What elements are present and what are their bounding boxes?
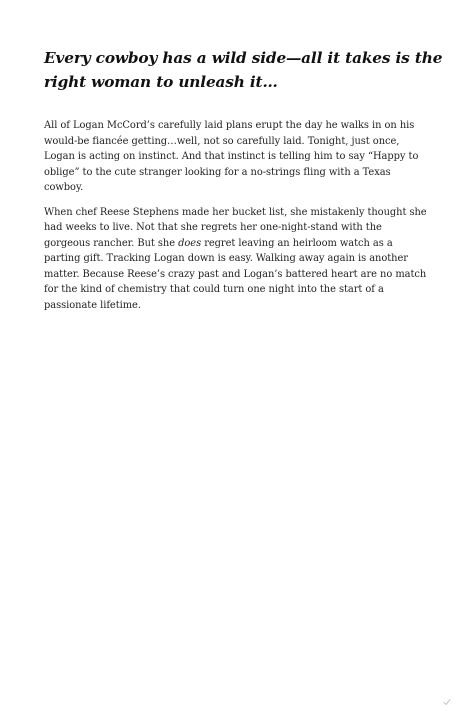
tagline-line-2: right woman to unleash it… <box>44 73 278 91</box>
page-corner-check-icon <box>443 698 451 706</box>
book-back-cover-text <box>44 46 443 313</box>
blurb-line: When chef Reese Stephens made her bucket list, she mistakenly thought she <box>44 206 427 218</box>
blurb-line: for the kind of chemistry that could turn one night into the start of a <box>44 284 384 295</box>
blurb-paragraph-reese <box>44 205 427 314</box>
blurb-text: gorgeous rancher. But she <box>44 237 179 249</box>
emphasized-word: does <box>178 237 202 249</box>
blurb-line: passionate lifetime. <box>44 299 141 311</box>
blurb-paragraph-logan <box>44 118 422 196</box>
blurb-line: All of Logan McCord’s carefully laid plans erupt the day he walks in on his <box>44 120 415 131</box>
tagline-heading <box>44 46 443 94</box>
blurb-line: cowboy. <box>44 182 84 193</box>
blurb-text: regret leaving an heirloom watch as a <box>201 237 393 249</box>
blurb-line-with-emphasis <box>44 236 422 252</box>
blurb-line: matter. Because Reese’s crazy past and Logan’s battered heart are no match <box>44 268 427 280</box>
blurb-line: had weeks to live. Not that she regrets her one-night-stand with the <box>44 222 382 233</box>
blurb-line: Logan is acting on instinct. And that instinct is telling him to say “Happy to <box>44 151 419 162</box>
tagline-line-1: Every cowboy has a wild side—all it takes is the <box>44 49 443 67</box>
blurb-line: would-be fiancée getting…well, not so carefully laid. Tonight, just once, <box>44 135 400 147</box>
blurb-line: oblige” to the cute stranger looking for a no-strings fling with a Texas <box>44 166 391 178</box>
blurb-line: parting gift. Tracking Logan down is easy. Walking away again is another <box>44 253 408 264</box>
